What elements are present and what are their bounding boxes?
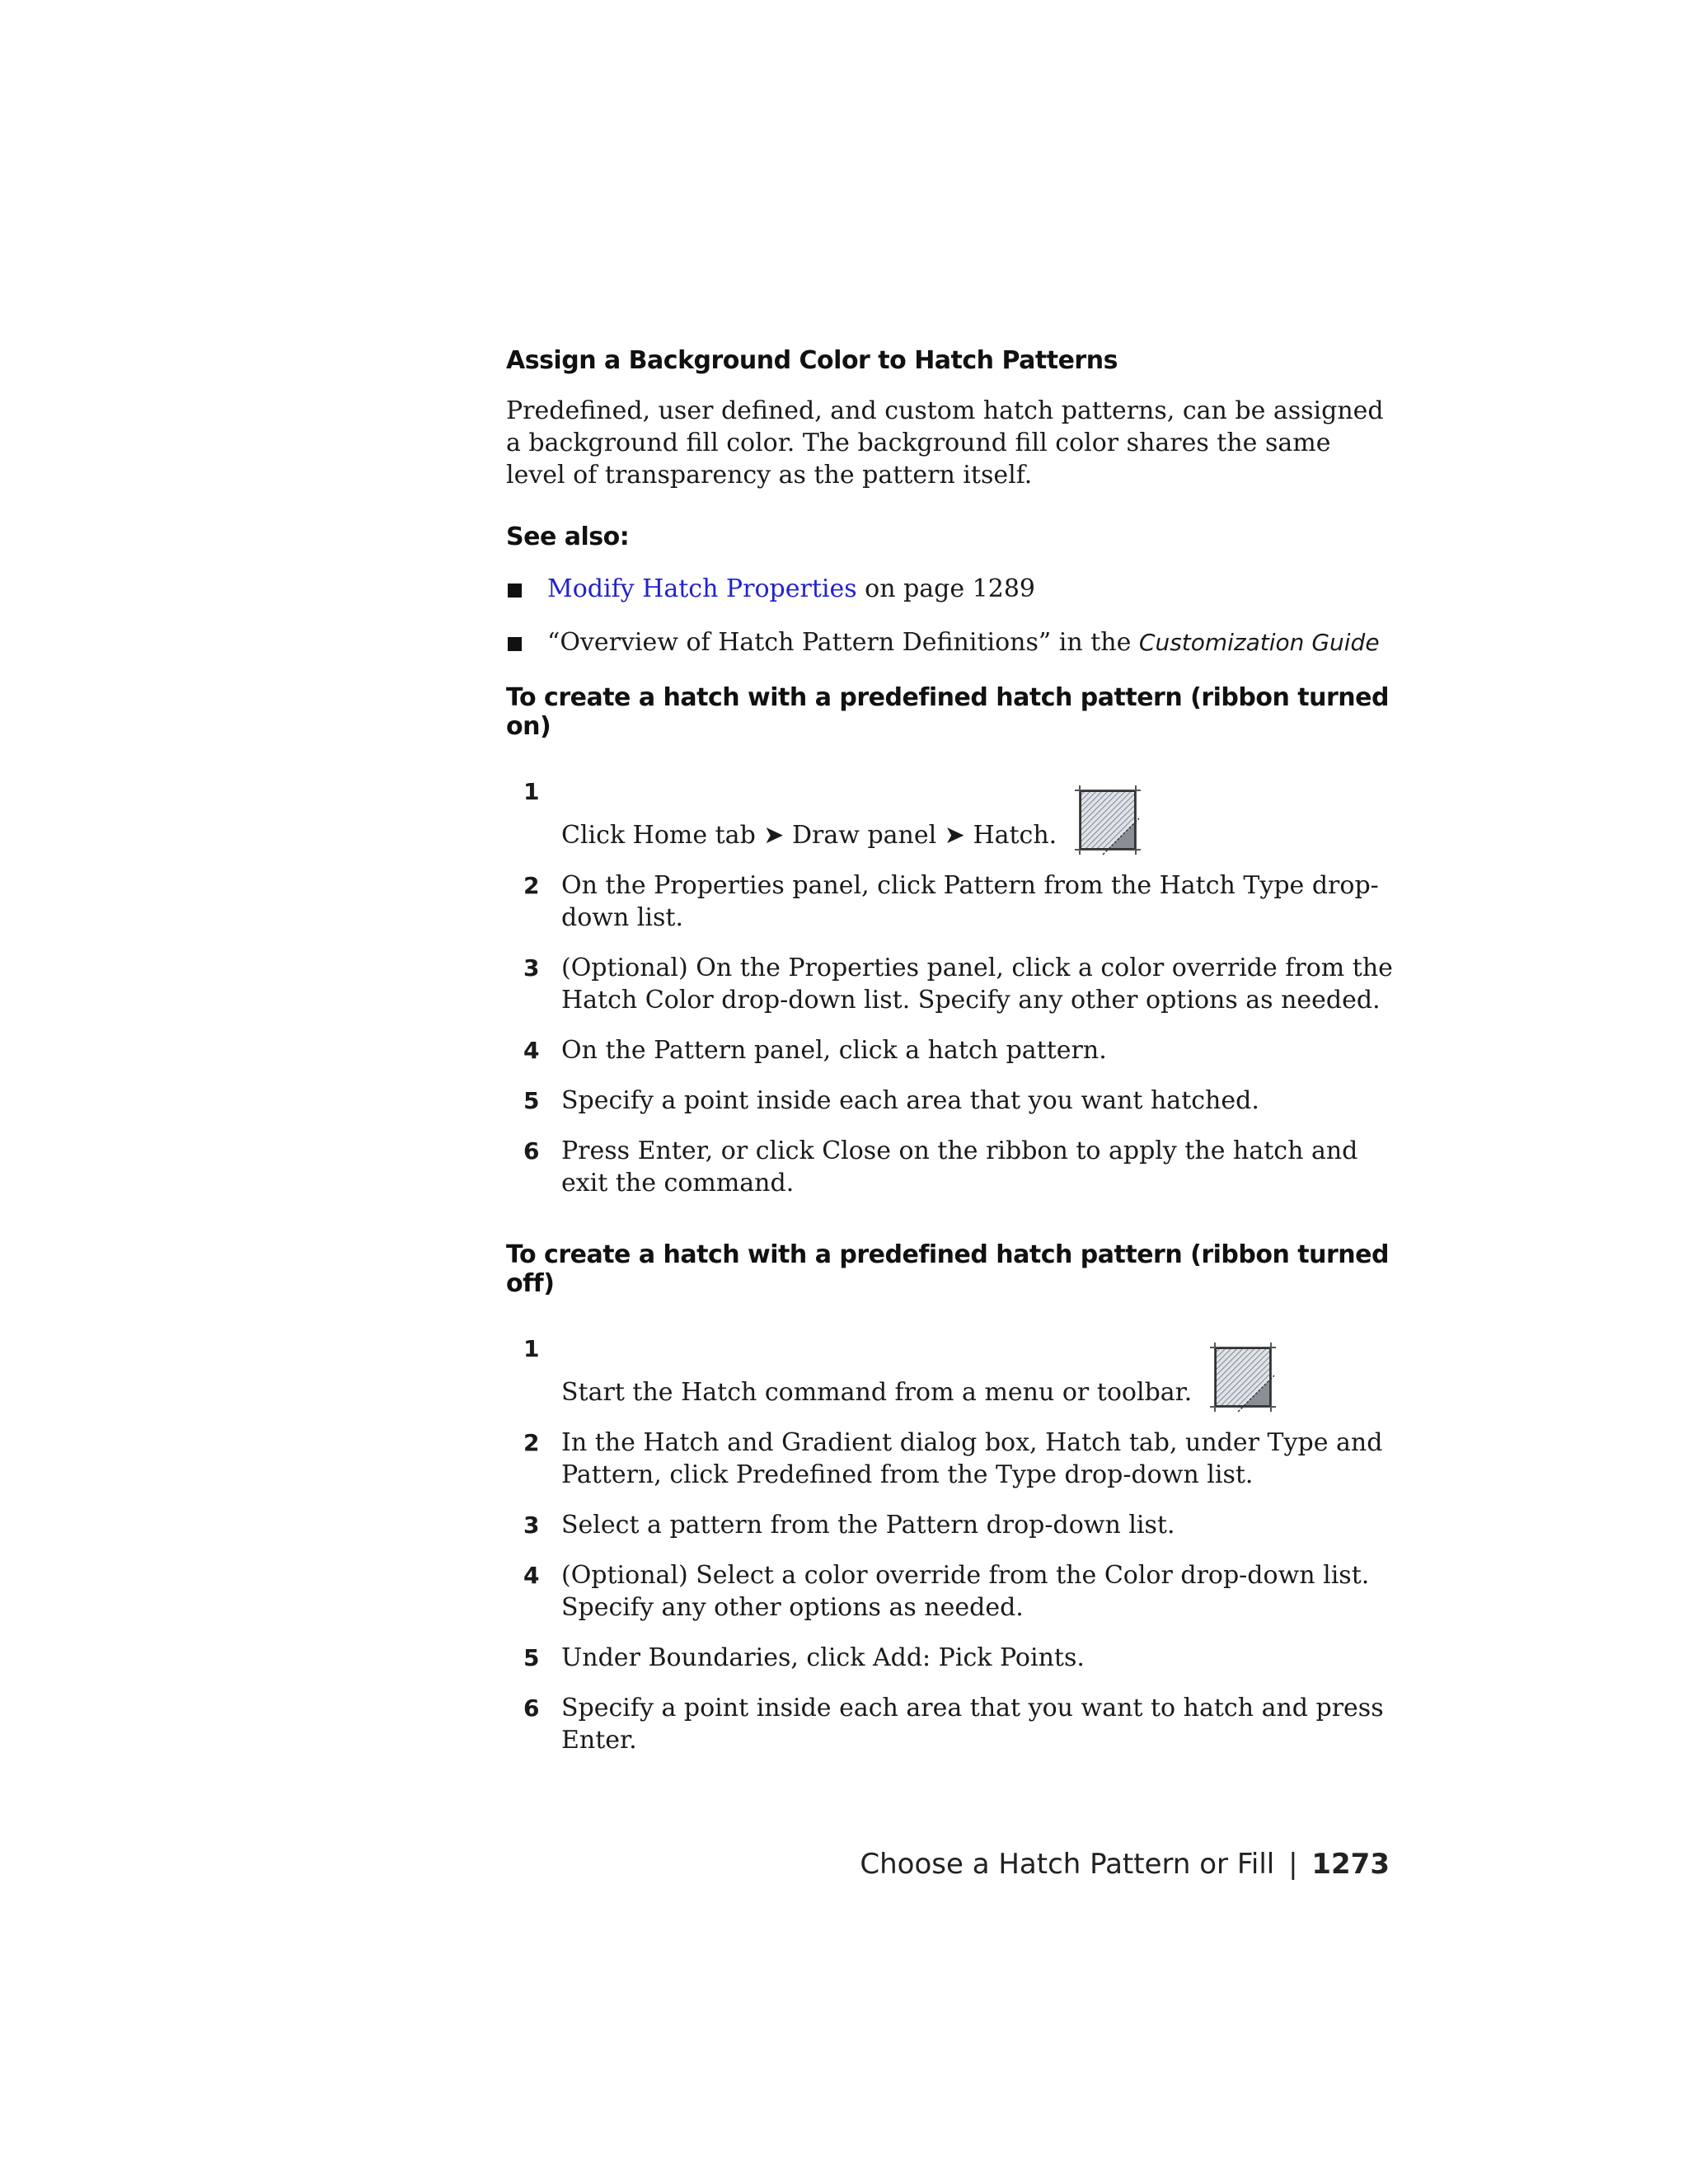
step-text: Specify a point inside each area that you want to hatch and press Enter.: [561, 1694, 1384, 1755]
page-footer: [860, 1848, 1390, 1881]
step-item: [506, 1085, 1393, 1117]
step-text: Under Boundaries, click Add: Pick Points.: [561, 1643, 1085, 1672]
step-item: [506, 1692, 1393, 1756]
step-text: Select a pattern from the Pattern drop-down list.: [561, 1511, 1175, 1540]
chapter-title: Choose a Hatch Pattern or Fill: [860, 1848, 1275, 1881]
step-text: On the Properties panel, click Pattern from the Hatch Type drop-down list.: [561, 871, 1379, 932]
step-item: [506, 1509, 1393, 1541]
page-reference: on page 1289: [856, 574, 1036, 603]
page-number: 1273: [1311, 1848, 1390, 1881]
step-text: Specify a point inside each area that you want hatched.: [561, 1086, 1259, 1115]
intro-paragraph: Predefined, user defined, and custom hatch patterns, can be assigned a background fill color. The background fill color shares the same level of transparency as the pattern itself.: [506, 396, 1384, 490]
step-number: 1: [523, 778, 540, 805]
procedure-steps-ribbon-off: [506, 1333, 1393, 1756]
step-number: 4: [523, 1562, 540, 1589]
guide-title: Customization Guide: [1138, 629, 1380, 656]
see-also-label: See also:: [506, 523, 630, 551]
bullet-square-icon: [508, 583, 522, 598]
step-item: [506, 1559, 1393, 1624]
step-item: [506, 776, 1393, 851]
step-text: In the Hatch and Gradient dialog box, Hatch tab, under Type and Pattern, click Predefined from the Type drop-down list.: [561, 1428, 1383, 1489]
step-item: [506, 1642, 1393, 1674]
step-item: [506, 952, 1393, 1016]
step-number: 2: [523, 1429, 540, 1456]
step-text: Click Home tab ➤ Draw panel ➤ Hatch.: [561, 821, 1057, 850]
list-item: [506, 573, 1393, 605]
reference-text: “Overview of Hatch Pattern Definitions” in the: [547, 628, 1139, 657]
bullet-square-icon: [508, 637, 522, 651]
footer-separator: |: [1288, 1848, 1298, 1881]
procedure-heading-ribbon-on: To create a hatch with a predefined hatch pattern (ribbon turned on): [506, 683, 1389, 741]
step-number: 5: [523, 1644, 540, 1671]
step-item: [506, 1333, 1393, 1408]
page-content: [506, 338, 1393, 1774]
step-item: [506, 1427, 1393, 1491]
step-text: On the Pattern panel, click a hatch pattern.: [561, 1036, 1107, 1065]
step-number: 3: [523, 954, 540, 982]
step-number: 2: [523, 872, 540, 899]
step-number: 6: [523, 1137, 540, 1165]
see-also-list: [506, 573, 1393, 658]
step-item: [506, 1135, 1393, 1199]
step-number: 3: [523, 1511, 540, 1539]
step-number: 4: [523, 1037, 540, 1064]
section-title: Assign a Background Color to Hatch Patterns: [506, 346, 1118, 375]
step-text: (Optional) Select a color override from the Color drop-down list. Specify any other options as needed.: [561, 1561, 1370, 1622]
step-item: [506, 869, 1393, 934]
step-item: [506, 1034, 1393, 1066]
list-item: [506, 626, 1393, 658]
step-text: (Optional) On the Properties panel, click a color override from the Hatch Color drop-down list. Specify any other options as needed.: [561, 954, 1393, 1015]
procedure-steps-ribbon-on: [506, 776, 1393, 1199]
step-number: 6: [523, 1694, 540, 1722]
step-text: Press Enter, or click Close on the ribbon to apply the hatch and exit the command.: [561, 1137, 1358, 1197]
modify-hatch-properties-link[interactable]: Modify Hatch Properties: [547, 574, 857, 603]
step-number: 5: [523, 1087, 540, 1114]
hatch-icon: [1205, 1339, 1281, 1415]
procedure-heading-ribbon-off: To create a hatch with a predefined hatch pattern (ribbon turned off): [506, 1240, 1389, 1298]
hatch-icon: [1070, 782, 1146, 858]
step-text: Start the Hatch command from a menu or toolbar.: [561, 1378, 1193, 1407]
step-number: 1: [523, 1335, 540, 1362]
